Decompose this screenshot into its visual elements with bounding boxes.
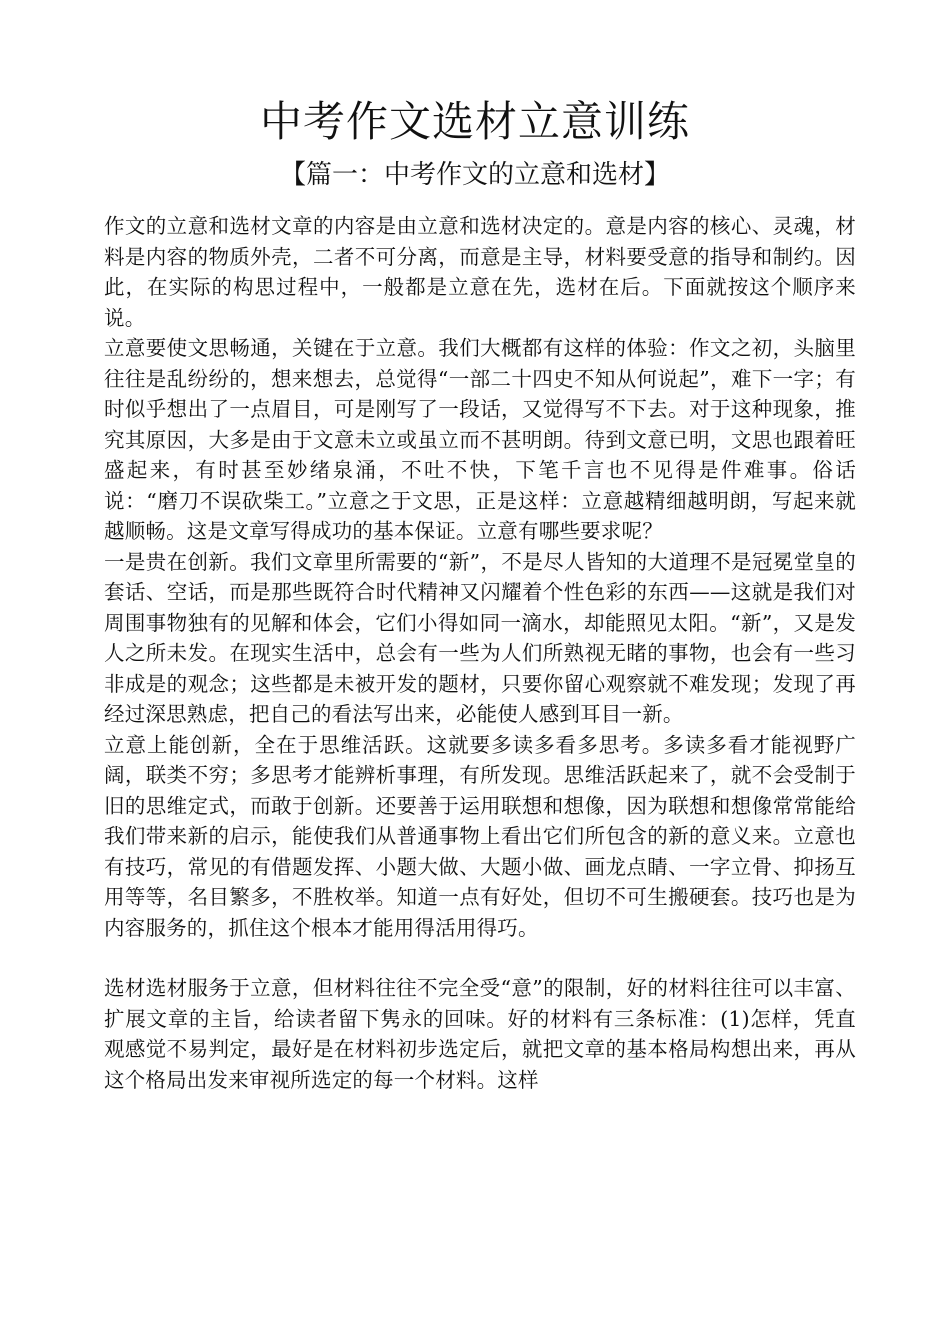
paragraph-chuangxin: 一是贵在创新。我们文章里所需要的“新”，不是尽人皆知的大道理不是冠冕堂皇的套话、空话，而是那些既符合时代精神又闪耀着个性色彩的东西——这就是我们对周围事物独有的见解和体会，它们小得如同一滴水，却能照见太阳。“新”，又是发人之所未发。在现实生活中，总会有一些为人们所熟视无睹的事物，也会有一些习非成是的观念；这些都是未被开发的题材，只要你留心观察就不难发现；发现了再经过深思熟虑，把自己的看法写出来，必能使人感到耳目一新。 — [104, 549, 856, 726]
document-subtitle: 【篇一：中考作文的立意和选材】 — [279, 160, 670, 190]
paragraph-intro: 作文的立意和选材文章的内容是由立意和选材决定的。意是内容的核心、灵魂，材料是内容的物质外壳，二者不可分离，而意是主导，材料要受意的指导和制约。因此，在实际的构思过程中，一般都是立意在先，选材在后。下面就按这个顺序来说。 — [104, 214, 856, 330]
paragraph-xuancai: 选材选材服务于立意，但材料往往不完全受“意”的限制，好的材料往往可以丰富、扩展文章的主旨，给读者留下隽永的回味。好的材料有三条标准：(1)怎样，凭直观感觉不易判定，最好是在材料初步选定后，就把文章的基本格局构想出来，再从这个格局出发来审视所选定的每一个材料。这样 — [104, 976, 856, 1092]
document-title: 中考作文选材立意训练 — [259, 97, 690, 146]
paragraph-siwei: 立意上能创新，全在于思维活跃。这就要多读多看多思考。多读多看才能视野广阔，联类不穷；多思考才能辨析事理，有所发现。思维活跃起来了，就不会受制于旧的思维定式，而敢于创新。还要善于运用联想和想像，因为联想和想像常常能给我们带来新的启示，能使我们从普通事物上看出它们所包含的新的意义来。立意也有技巧，常见的有借题发挥、小题大做、大题小做、画龙点睛、一字立骨、抑扬互用等等，名目繁多，不胜枚举。知道一点有好处，但切不可生搬硬套。技巧也是为内容服务的，抓住这个根本才能用得活用得巧。 — [104, 732, 856, 940]
paragraph-liyi: 立意要使文思畅通，关键在于立意。我们大概都有这样的体验：作文之初，头脑里往往是乱纷纷的，想来想去，总觉得“一部二十四史不知从何说起”，难下一字；有时似乎想出了一点眉目，可是刚写了一段话，又觉得写不下去。对于这种现象，推究其原因，大多是由于文意未立或虽立而不甚明朗。待到文意已明，文思也跟着旺盛起来，有时甚至妙绪泉涌，不吐不快，下笔千言也不见得是件难事。俗话说：“磨刀不误砍柴工。”立意之于文思，正是这样：立意越精细越明朗，写起来就越顺畅。这是文章写得成功的基本保证。立意有哪些要求呢？ — [104, 336, 856, 543]
document-body — [104, 211, 856, 1095]
